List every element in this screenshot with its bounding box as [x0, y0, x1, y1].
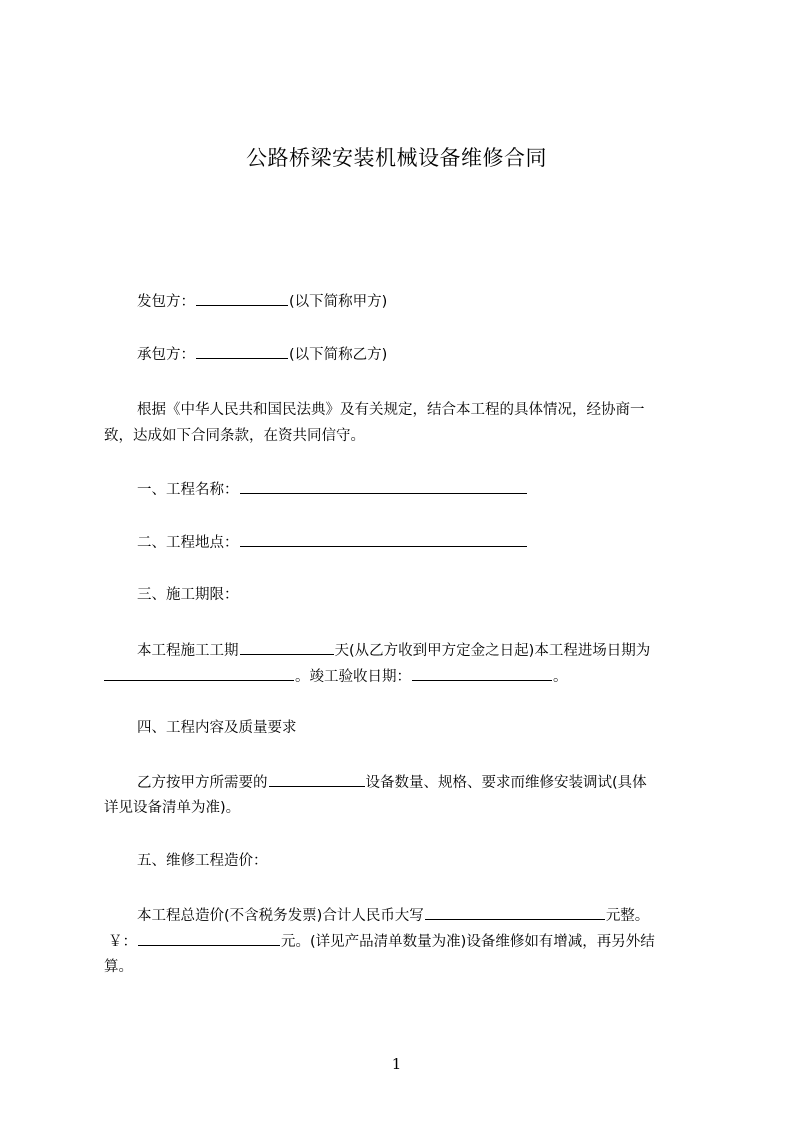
- page-number: 1: [391, 1055, 402, 1073]
- party-a-blank[interactable]: [196, 291, 288, 306]
- section-3-line-1: [137, 640, 737, 661]
- section-3-line-2: [104, 666, 704, 687]
- party-a-label: 发包方：: [137, 294, 195, 310]
- preamble-line-1: 根据《中华人民共和国民法典》及有关规定，结合本工程的具体情况，经协商一: [137, 402, 645, 418]
- section-5-heading: 五、维修工程造价：: [137, 853, 268, 869]
- section-5-line-2: [108, 931, 708, 952]
- section-3-text-c: 。竣工验收日期：: [295, 669, 411, 685]
- section-1-label: 一、工程名称：: [137, 482, 239, 498]
- party-b-suffix: (以下简称乙方): [289, 347, 388, 363]
- party-a-line: [137, 291, 737, 312]
- section-2-line: [137, 532, 737, 553]
- section-5-line-3: 算。: [104, 959, 133, 975]
- project-name-blank[interactable]: [240, 479, 527, 494]
- section-4-text-b: 设备数量、规格、要求而维修安装调试(具体: [365, 775, 647, 791]
- section-3-text-d: 。: [553, 669, 568, 685]
- section-3-heading: 三、施工期限：: [137, 587, 239, 603]
- section-5-text-a: 本工程总造价(不含税务发票)合计人民币大写: [137, 908, 424, 924]
- section-3-text-a: 本工程施工工期: [137, 643, 239, 659]
- section-4-heading: 四、工程内容及质量要求: [137, 720, 297, 736]
- section-5-text-c: ￥：: [108, 934, 137, 950]
- section-4-text-a: 乙方按甲方所需要的: [137, 775, 268, 791]
- document-title: 公路桥梁安装机械设备维修合同: [246, 146, 547, 170]
- section-5-line-1: [137, 905, 737, 926]
- section-5-text-d: 元。(详见产品清单数量为准)设备维修如有增减，再另外结: [281, 934, 655, 950]
- equipment-blank[interactable]: [269, 772, 365, 787]
- section-2-label: 二、工程地点：: [137, 535, 239, 551]
- party-b-line: [137, 344, 737, 365]
- party-a-suffix: (以下简称甲方): [289, 294, 388, 310]
- section-4-line-1: [137, 772, 737, 793]
- preamble-line-2: 致，达成如下合同条款，在资共同信守。: [104, 428, 365, 444]
- total-price-words-blank[interactable]: [425, 905, 605, 920]
- construction-period-blank[interactable]: [240, 640, 334, 655]
- acceptance-date-blank[interactable]: [412, 666, 552, 681]
- total-price-amount-blank[interactable]: [138, 931, 280, 946]
- section-1-line: [137, 479, 737, 500]
- section-4-line-2: 详见设备清单为准)。: [104, 800, 241, 816]
- party-b-label: 承包方：: [137, 347, 195, 363]
- entry-date-blank[interactable]: [104, 666, 294, 681]
- section-5-text-b: 元整。: [605, 908, 650, 924]
- party-b-blank[interactable]: [196, 344, 288, 359]
- section-3-text-b: 天(从乙方收到甲方定金之日起)本工程进场日期为: [334, 643, 651, 659]
- project-location-blank[interactable]: [240, 532, 527, 547]
